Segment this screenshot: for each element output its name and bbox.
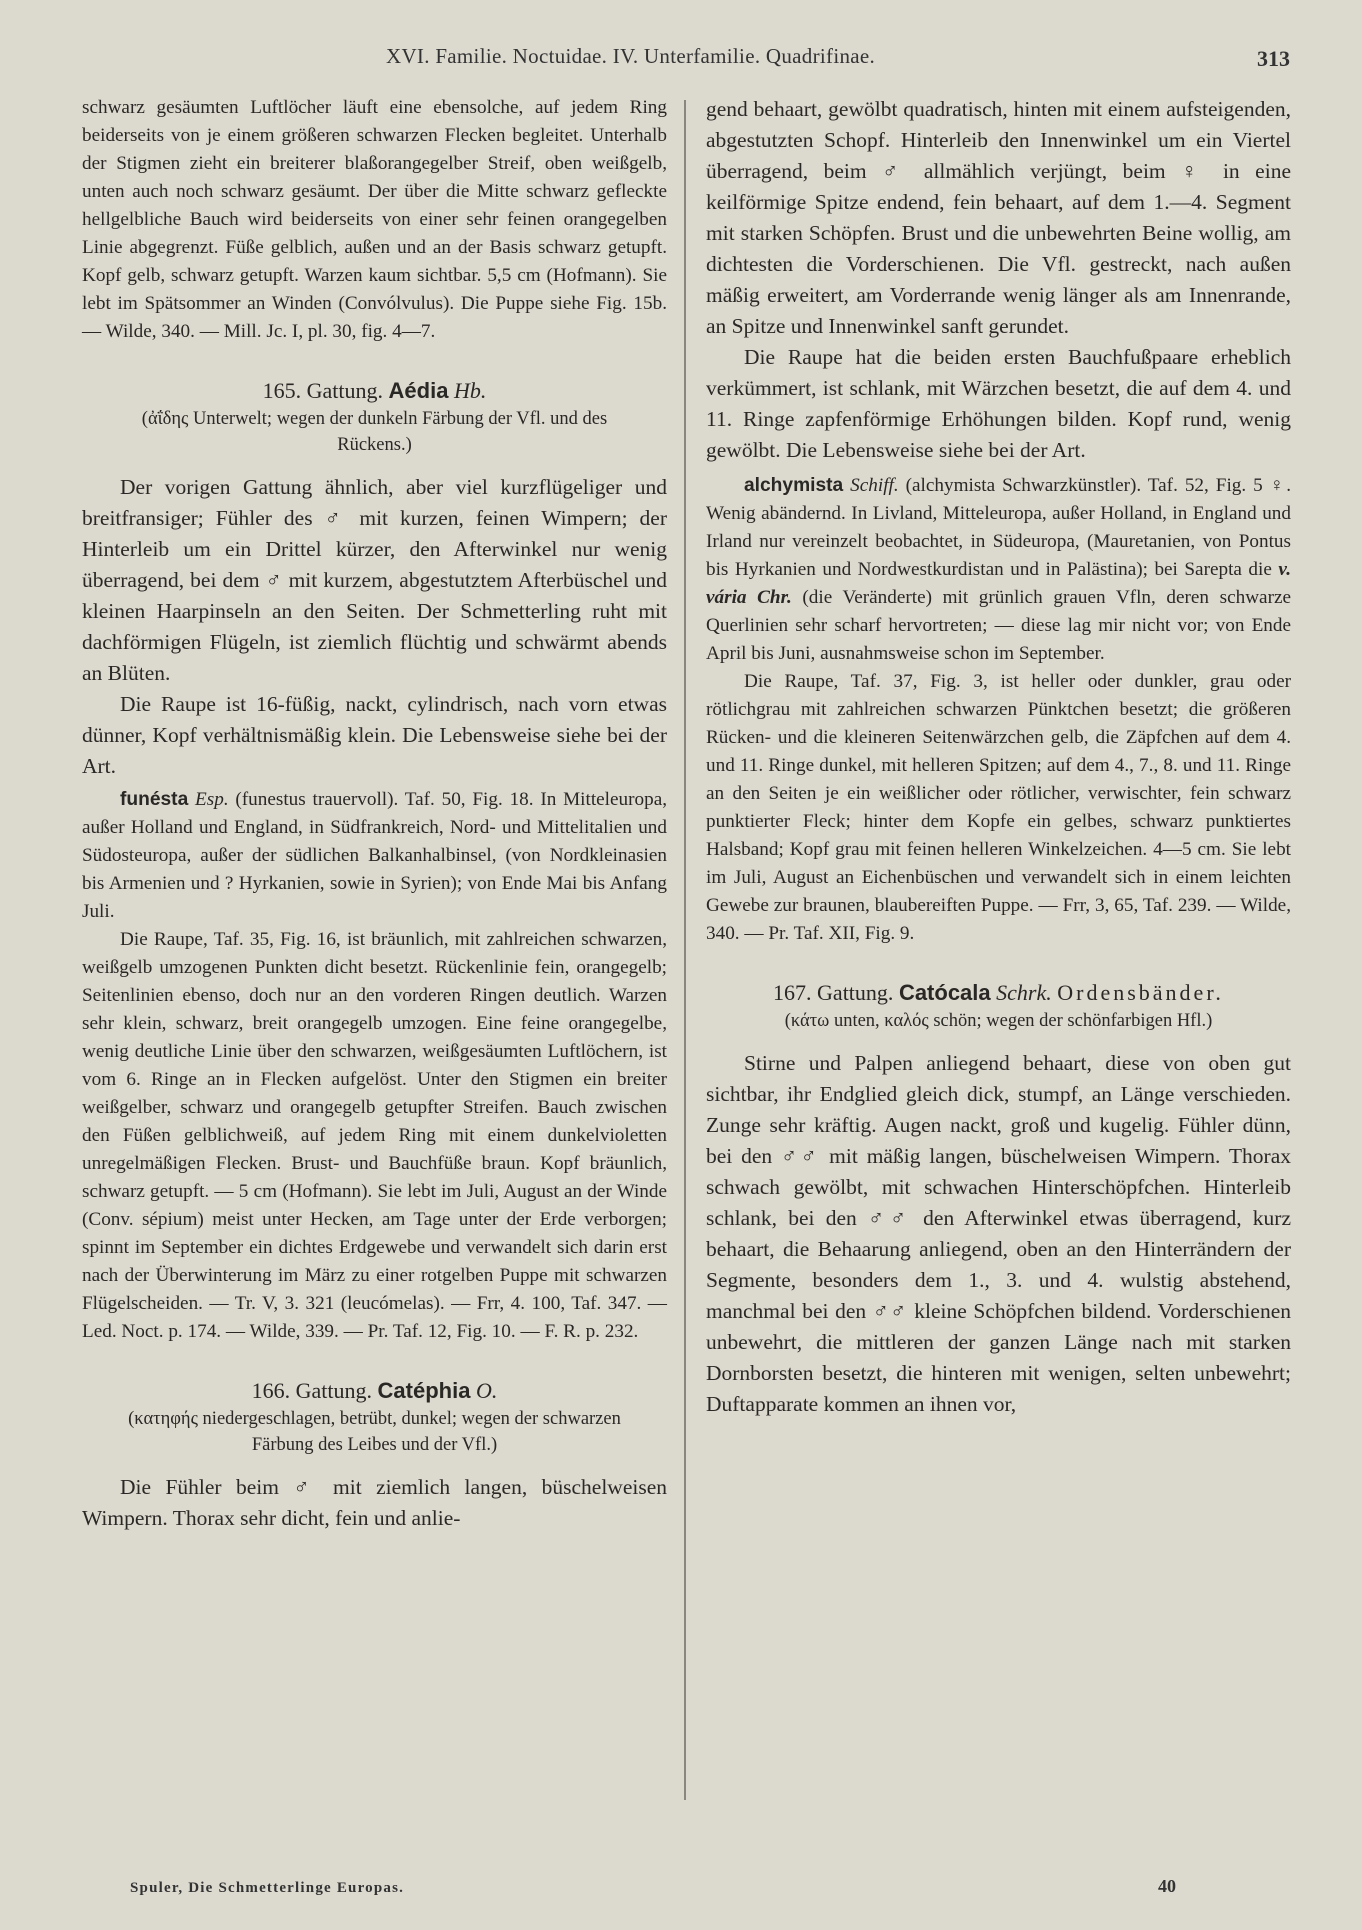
species-author: Schiff.: [850, 475, 899, 496]
paragraph: Die Raupe, Taf. 37, Fig. 3, ist heller oder dunkler, grau oder rötlichgrau mit zahlreichen schwarzen Pünktchen besetzt; die größeren Rücken- und die kleineren Seitenwärzchen gelb, die Zäpfchen auf dem 4. und 11. Ringe dunkel, mit helleren Spitzen; auf dem 4., 7., 8. und 11. Ringe an den Seiten je ein weißlicher oder rötlicher, verwischter, fein schwarz punktierter Fleck; hinter dem Kopfe ein gelbes, schwarz punktiertes Halsband; Kopf grau mit feinen helleren Winkelzeichen. 4—5 cm. Sie lebt im Juli, August an Eichenbüschen und verwandelt sich in einem leichten Gewebe zur braunen, blaubereiften Puppe. — Frr, 3, 65, Taf. 239. — Wilde, 340. — Pr. Taf. XII, Fig. 9.: [706, 671, 1291, 944]
genus-name: Catéphia: [377, 1378, 471, 1403]
paragraph: Die Raupe ist 16-füßig, nackt, cylindrisch, nach vorn etwas dünner, Kopf verhältnismäßig klein. Die Lebensweise siehe bei der Art.: [82, 692, 667, 778]
genus-number: 166. Gattung.: [251, 1378, 373, 1403]
genus-author: O.: [475, 1378, 498, 1403]
genus-name: Aédia: [388, 378, 449, 403]
genus-name: Catócala: [898, 980, 991, 1005]
species-entry: [706, 472, 1291, 668]
genus-number: 167. Gattung.: [773, 980, 894, 1005]
etymology: (ἀΐδης Unterwelt; wegen der dunkeln Färbung der Vfl. und des Rückens.): [141, 409, 608, 455]
species-text: (alchymista Schwarzkünstler). Taf. 52, Fig. 5 ♀. Wenig abändernd. In Livland, Mitteleuropa, außer Holland, in England und Irland nur vereinzelt beobachtet, in Südeuropa, (Mauretanien, von Pontus bis Hyrkanien und Nordwestkurdistan und in Palästina); bei Sarepta die: [706, 475, 1292, 580]
species-text-cont: (die Veränderte) mit grünlich grauen Vfln, deren schwarze Querlinien sehr scharf hervortreten; — diese lag mir nicht vor; von Ende April bis Juni, ausnahmsweise schon im September.: [706, 587, 1291, 664]
genus-heading-167: [706, 978, 1291, 1008]
left-column: [82, 94, 667, 1534]
column-divider: [684, 100, 686, 1800]
species-author: Esp.: [195, 789, 229, 810]
page-number: 313: [1257, 46, 1290, 71]
paragraph: Stirne und Palpen anliegend behaart, diese von oben gut sichtbar, ihr Endglied gleich dick, stumpf, an Länge verschieden. Zunge sehr kräftig. Augen nackt, groß und kugelig. Fühler dünn, bei den ♂♂ mit mäßig langen, büschelweisen Wimpern. Thorax schwach gewölbt, mit schwachen Hinterschöpfchen. Hinterleib schlank, bei den ♂♂ den Afterwinkel etwas überragend, kurz behaart, die Behaarung anliegend, oben an den Hinterrändern der Segmente, besonders dem 1., 3. und 4. wulstig abstehend, manchmal bei den ♂♂ kleine Schöpfchen bildend. Vorderschienen unbewehrt, die mittleren der ganzen Länge nach mit starken Dornborsten besetzt, die hinteren mit wenigen, selten unbewehrt; Duftapparate kommen an ihnen vor,: [706, 1051, 1291, 1416]
genus-author: Schrk.: [996, 980, 1052, 1005]
species-text: (funestus trauervoll). Taf. 50, Fig. 18. In Mitteleuropa, außer Holland und England, in Südfrankreich, Nord- und Mittelitalien und Südosteuropa, außer der südlichen Balkanhalbinsel, (von Nordkleinasien bis Armenien und ? Hyrkanien, sowie in Syrien); von Ende Mai bis Anfang Juli.: [82, 789, 668, 922]
paragraph: Die Fühler beim ♂ mit ziemlich langen, büschelweisen Wimpern. Thorax sehr dicht, fein und anlie-: [82, 1475, 667, 1530]
running-title: XVI. Familie. Noctuidae. IV. Unterfamilie. Quadrifinae.: [386, 44, 876, 68]
variety-name: v. vária Chr.: [706, 559, 1291, 608]
paragraph: Der vorigen Gattung ähnlich, aber viel kurzflügeliger und breitfransiger; Fühler des ♂ mit kurzen, feinen Wimpern; der Hinterleib um ein Drittel kürzer, den Afterwinkel nur wenig überragend, bei dem ♂ mit kurzem, abgestutztem Afterbüschel und kleinen Haarpinseln an den Seiten. Der Schmetterling ruht mit dachförmigen Flügeln, ist ziemlich flüchtig und schwärmt abends an Blüten.: [82, 475, 667, 685]
right-column: [706, 94, 1291, 1420]
paragraph: gend behaart, gewölbt quadratisch, hinten mit einem aufsteigenden, abgestutzten Schopf. Hinterleib den Innenwinkel um ein Viertel überragend, beim ♂ allmählich verjüngt, beim ♀ in eine keilförmige Spitze endend, fein behaart, auf dem 1.—4. Segment mit starken Schöpfen. Brust und die unbewehrten Beine wollig, am dichtesten die Vorderschienen. Die Vfl. gestreckt, nach außen mäßig erweitert, am Vorderrande wenig länger als am Innenrande, an Spitze und Innenwinkel sanft gerundet.: [706, 97, 1291, 338]
footer-book-title: Spuler, Die Schmetterlinge Europas.: [130, 1880, 405, 1896]
etymology: (κατηφής niedergeschlagen, betrübt, dunkel; wegen der schwarzen Färbung des Leibes und der Vfl.): [128, 1409, 621, 1455]
genus-author: Hb.: [453, 378, 487, 403]
species-entry: [82, 786, 667, 926]
genus-number: 165. Gattung.: [262, 378, 384, 403]
species-name: alchymista: [744, 475, 844, 496]
genus-heading-166: [82, 1376, 667, 1406]
paragraph: Die Raupe, Taf. 35, Fig. 16, ist bräunlich, mit zahlreichen schwarzen, weißgelb umzogenen Punkten dicht besetzt. Rückenlinie fein, orangegelb; Seitenlinien ebenso, doch nur an den vorderen Ringen deutlich. Warzen sehr klein, schwarz, breit orangegelb umzogen. Eine feine orangegelbe, wenig deutliche Linie über den schwarzen, weißgesäumten Luftlöchern, ist vom 6. Ringe an in Flecken aufgelöst. Unter den Stigmen ein breiter weißgelber, schwarz und orangegelb getupfter Streifen. Bauch zwischen den Füßen gelblichweiß, auf jedem Ring mit einem dunkelvioletten unregelmäßigen Flecken. Brust- und Bauchfüße braun. Kopf bräunlich, schwarz getupft. — 5 cm (Hofmann). Sie lebt im Juli, August an der Winde (Conv. sépium) meist unter Hecken, am Tage unter der Erde verborgen; spinnt im September ein dichtes Erdgewebe und verwandelt sich darin erst nach der Überwinterung im März zu einer rotgelben Puppe mit schwarzen Flügelscheiden. — Tr. V, 3. 321 (leucómelas). — Frr, 4. 100, Taf. 347. — Led. Noct. p. 174. — Wilde, 339. — Pr. Taf. 12, Fig. 10. — F. R. p. 232.: [82, 929, 667, 1342]
page-header: [0, 36, 1362, 76]
etymology: (κάτω unten, καλός schön; wegen der schönfarbigen Hfl.): [784, 1011, 1213, 1031]
genus-heading-165: [82, 376, 667, 406]
paragraph: schwarz gesäumten Luftlöcher läuft eine ebensolche, auf jedem Ring beiderseits von je einem größeren schwarzen Flecken begleitet. Unterhalb der Stigmen zieht ein breiterer blaßorangegelber Streif, oben weißgelb, unten auch noch schwarz gesäumt. Der über die Mitte schwarz gefleckte hellgelbliche Bauch wird beiderseits von einer sehr feinen orangegelben Linie abgegrenzt. Füße gelblich, außen und an der Basis schwarz getupft. Kopf gelb, schwarz getupft. Warzen kaum sichtbar. 5,5 cm (Hofmann). Sie lebt im Spätsommer an Winden (Convólvulus). Die Puppe siehe Fig. 15b. — Wilde, 340. — Mill. Jc. I, pl. 30, fig. 4—7.: [82, 97, 667, 342]
paragraph: Die Raupe hat die beiden ersten Bauchfußpaare erheblich verkümmert, ist schlank, mit Wärzchen besetzt, die auf dem 4. und 11. Ringe zapfenförmige Erhöhungen bilden. Kopf rund, wenig gewölbt. Die Lebensweise siehe bei der Art.: [706, 345, 1291, 462]
species-name: funésta: [120, 789, 189, 810]
footer-signature: 40: [1158, 1876, 1176, 1896]
genus-common-name: Ordensbänder.: [1057, 980, 1224, 1005]
